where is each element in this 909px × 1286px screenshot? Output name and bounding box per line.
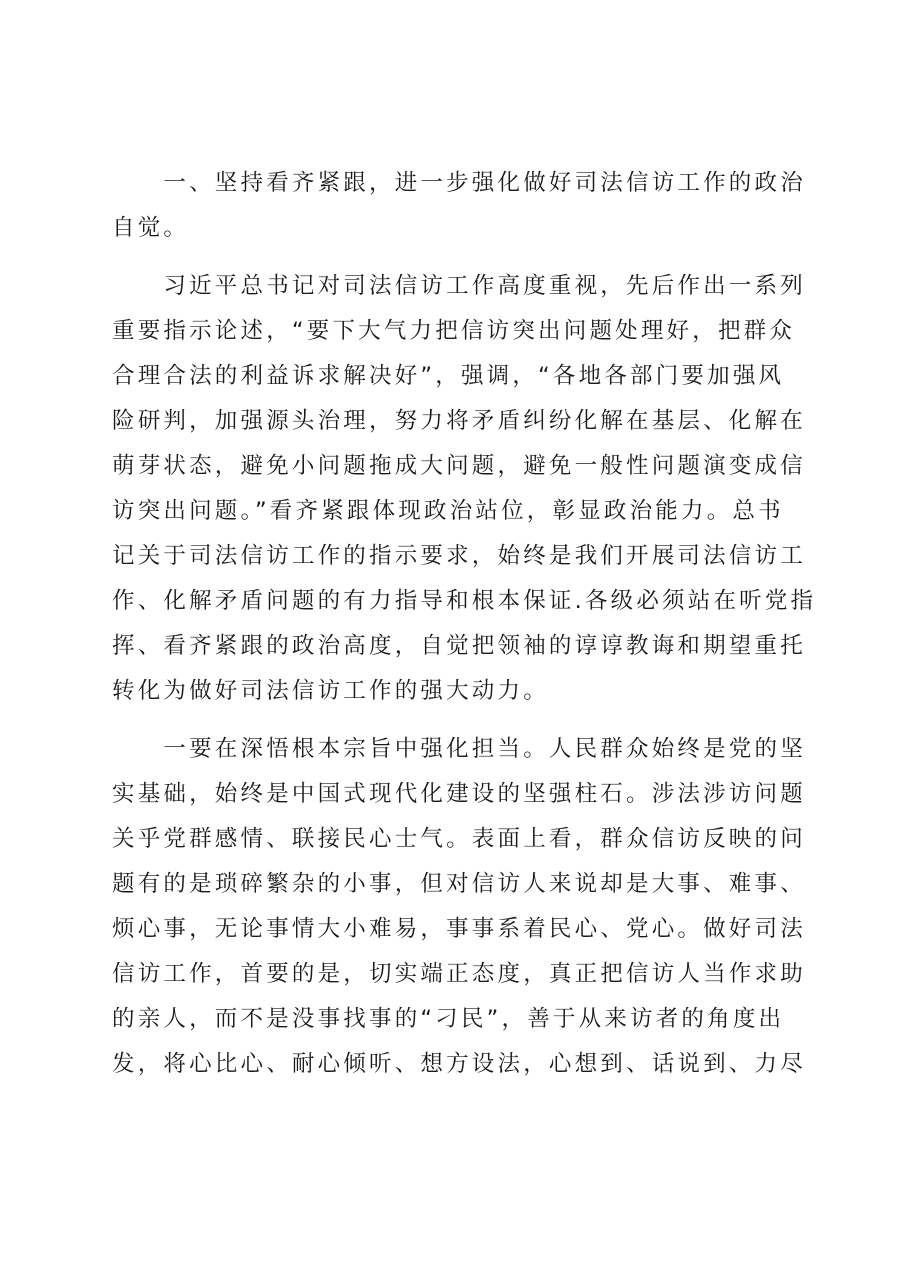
text-line: 发，将心比心、耐心倾听、想方设法，心想到、话说到、力尽 — [112, 1051, 806, 1077]
text-line: 访突出问题。”看齐紧跟体现政治站位，彰显政治能力。总书 — [112, 498, 784, 524]
text-line: 作、化解矛盾问题的有力指导和根本保证.各级必须站在听党指 — [112, 588, 817, 614]
text-line: 重要指示论述，“要下大气力把信访突出问题处理好，把群众 — [112, 318, 796, 344]
text-line: 的亲人，而不是没事找事的“刁民”，善于从来访者的角度出 — [112, 1006, 785, 1032]
text-line: 题有的是琐碎繁杂的小事，但对信访人来说却是大事、难事、 — [112, 871, 806, 897]
body-paragraph — [112, 727, 806, 1087]
text-line: 险研判，加强源头治理，努力将矛盾纠纷化解在基层、化解在 — [112, 408, 806, 434]
text-line: 习近平总书记对司法信访工作高度重视，先后作出一系列 — [112, 273, 806, 299]
heading-paragraph — [112, 161, 806, 251]
text-line: 一要在深悟根本宗旨中强化担当。人民群众始终是党的坚 — [112, 736, 806, 762]
text-line: 实基础，始终是中国式现代化建设的坚强柱石。涉法涉访问题 — [112, 781, 806, 807]
document-body — [112, 161, 817, 1087]
body-paragraph — [112, 264, 817, 714]
text-line: 记关于司法信访工作的指示要求，始终是我们开展司法信访工 — [112, 543, 806, 569]
text-line: 一、坚持看齐紧跟，进一步强化做好司法信访工作的政治 — [112, 170, 806, 196]
text-line: 萌芽状态，避免小问题拖成大问题，避免一般性问题演变成信 — [112, 453, 806, 479]
text-line: 信访工作，首要的是，切实端正态度，真正把信访人当作求助 — [112, 961, 806, 987]
text-line: 挥、看齐紧跟的政治高度，自觉把领袖的谆谆教诲和期望重托 — [112, 633, 806, 659]
text-line: 合理合法的利益诉求解决好”，强调，“各地各部门要加强风 — [112, 363, 785, 389]
text-line: 转化为做好司法信访工作的强大动力。 — [112, 678, 549, 704]
text-line: 关乎党群感情、联接民心士气。表面上看，群众信访反映的问 — [112, 826, 806, 852]
text-line: 自觉。 — [112, 215, 190, 241]
text-line: 烦心事，无论事情大小难易，事事系着民心、党心。做好司法 — [112, 916, 806, 942]
